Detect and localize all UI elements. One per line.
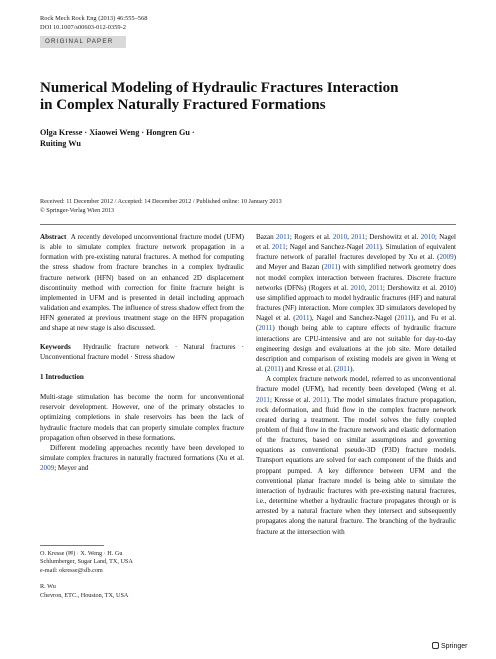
publisher-logo [432,642,467,650]
text-run: ). The model simulates fracture propagation, rock deformation, and fluid flow in the complex fracture network created during a treatment. The model solves the fully coupled problem of fluid flow in the fracture network and elastic deformation of the fractures, based on similar assumptions and governing equations as conventional pseudo-3D (P3D) fracture models. Transport equations are solved for each component of the fluids and proppant pumped. A key difference between UFM and the conventional planar fracture model is being able to simulate the interaction of hydraulic fractures with pre-existing natural fractures, i.e., determine whether a hydraulic fracture propagates through or is arrested by a natural fracture when they intersect and subsequently propagates along the natural fracture. The branching of the hydraulic fracture at the intersection with [256,395,456,536]
body-paragraph-1 [256,232,456,374]
text-run: A complex fracture network model, referred to as unconventional fracture model (UFM), had recently been developed (Weng et al. [256,375,456,394]
journal-citation: Rock Mech Rock Eng (2013) 46:555–568 [40,15,148,22]
citation-link[interactable]: 2010 [332,233,348,241]
text-run: ; Dershowitz et al. [365,233,421,241]
spacer [40,575,244,583]
citation-link[interactable]: 2011 [267,365,281,374]
publication-dates [40,198,460,215]
citation-link[interactable]: 2011 [275,233,290,241]
text-run: ), and Fu et al. ( [256,314,456,333]
springer-horse-icon [432,642,439,649]
text-run: ) though being able to capture effects of hydraulic fracture interactions are CPU-intensive and are not suitable for day-to-day engineering design and evaluations at the job site. More detailed description and comparison of existing models are given in Weng et al. ( [256,324,456,374]
text-run: ; Rogers et al. [289,233,333,241]
affiliation-institution: Schlumberger, Sugar Land, TX, USA [40,558,133,566]
citation-link[interactable]: 2009 [439,253,454,262]
text-run: ; Kresse et al. [269,395,313,404]
copyright-line: © Springer-Verlag Wien 2013 [40,206,115,214]
paper-title [40,80,460,114]
intro-paragraph-2 [40,443,244,473]
citation-link[interactable]: 2011 [368,283,383,292]
citation-link[interactable]: 2010 [350,283,365,292]
citation-link[interactable]: 2011 [256,395,270,404]
spacer [40,334,244,342]
text-run: ; Nagel and Sanchez-Nagel [285,243,366,252]
text-run: ; Dershowitz et al. 2010) use simplified approach to model hydraulic fractures (HF) and natural fractures (NF) interaction. More complex 3D simulators developed by Nagel et al. ( [256,283,457,323]
text-run: ) and Kresse et al. ( [280,365,337,374]
doi-line: DOI 10.1007/s00603-012-0359-2 [40,24,126,31]
text-run: ). [350,365,355,374]
citation-link[interactable]: 2011 [365,243,380,252]
citation-link[interactable]: 2010 [420,233,435,241]
affiliation-institution-2: Chevron, ETC., Houston, TX, USA [40,591,129,599]
affiliation-email[interactable]: e-mail: okresse@slb.com [40,566,103,574]
affiliation-authors: O. Kresse (✉) · X. Weng · H. Gu [40,550,123,557]
article-type-banner: ORIGINAL PAPER [40,36,126,48]
citation-link[interactable]: 2011 [324,263,338,272]
paper-title-line-2: in Complex Naturally Fractured Formations [40,97,326,113]
header-divider [40,224,456,225]
citation-link[interactable]: 2009 [40,464,55,473]
keywords-text: Hydraulic fracture network · Natural fractures · Unconventional fracture model · Stress shadow [40,342,245,361]
text-run: ) and Meyer and Bazan ( [256,253,456,272]
body-paragraph-2 [256,374,456,537]
keywords [40,342,244,362]
affiliations [40,550,244,600]
left-column [40,232,244,473]
intro-paragraph-2-tail: ; Meyer and [54,464,89,473]
author-list [40,127,340,149]
citation-link[interactable]: 2011 [295,314,310,323]
author-line-1: Olga Kresse · Xiaowei Weng · Hongren Gu · [40,128,195,137]
keywords-label: Keywords [40,342,71,351]
citation-link[interactable]: 2011 [271,243,286,252]
citation-link[interactable]: 2011 [336,365,351,374]
abstract [40,232,244,334]
author-line-2: Ruiting Wu [40,139,81,148]
publisher-name: Springer [441,643,468,650]
paper-title-line-1: Numerical Modeling of Hydraulic Fractures Interaction [40,80,399,96]
affiliation-author-2: R. Wu [40,583,56,591]
text-run: Bazan [256,233,276,241]
citation-link[interactable]: 2011 [258,324,273,333]
intro-paragraph-1: Multi-stage stimulation has become the norm for unconventional reservoir development. However, one of the primary obstacles to optimizing completions in shale reservoirs has been the lack of hydraulic fracture models that can properly simulate complex fracture propagation often observed in these formations. [40,393,244,442]
citation-link[interactable]: 2011 [312,395,327,404]
text-run: ). Simulation of equivalent fracture network of parallel fractures developed by Xu et al. ( [256,243,457,262]
received-dates: Received: 11 December 2012 / Accepted: 14 December 2012 / Published online: 10 January 2013 [40,198,282,205]
text-run: ) with simplified network geometry does not model complex interaction between fractures. Discrete fracture networks (DFNs) (Rogers et al. [256,263,456,292]
text-run: , [364,283,369,292]
abstract-label: Abstract [40,233,67,241]
footnote-divider [40,545,104,546]
right-column [256,232,456,537]
citation-link[interactable]: 2011 [397,314,412,323]
journal-header [40,14,147,32]
citation-link[interactable]: 2011 [351,233,366,241]
intro-paragraph-2-text: Different modeling approaches recently have been developed to simulate complex fractures in naturally fractured formations (Xu et al. [40,443,244,462]
text-run: ; Nagel et al. [256,233,457,252]
text-run: ), Nagel and Sanchez-Nagel ( [309,314,398,323]
abstract-text: A recently developed unconventional fracture model (UFM) is able to simulate complex fracture network propagation in a formation with pre-existing natural fractures. A method for computing the stress shadow from fracture branches in a complex hydraulic fracture network (HFN) based on an enhanced 2D displacement discontinuity method with correction for finite fracture height is implemented in UFM and is presented in detail including approach validation and examples. The influence of stress shadow effect from the HFN generated at previous treatment stage on the HFN propagation and shape at new stage is also discussed. [40,233,245,333]
section-heading-introduction: 1 Introduction [40,372,84,381]
text-run: , [347,233,352,241]
